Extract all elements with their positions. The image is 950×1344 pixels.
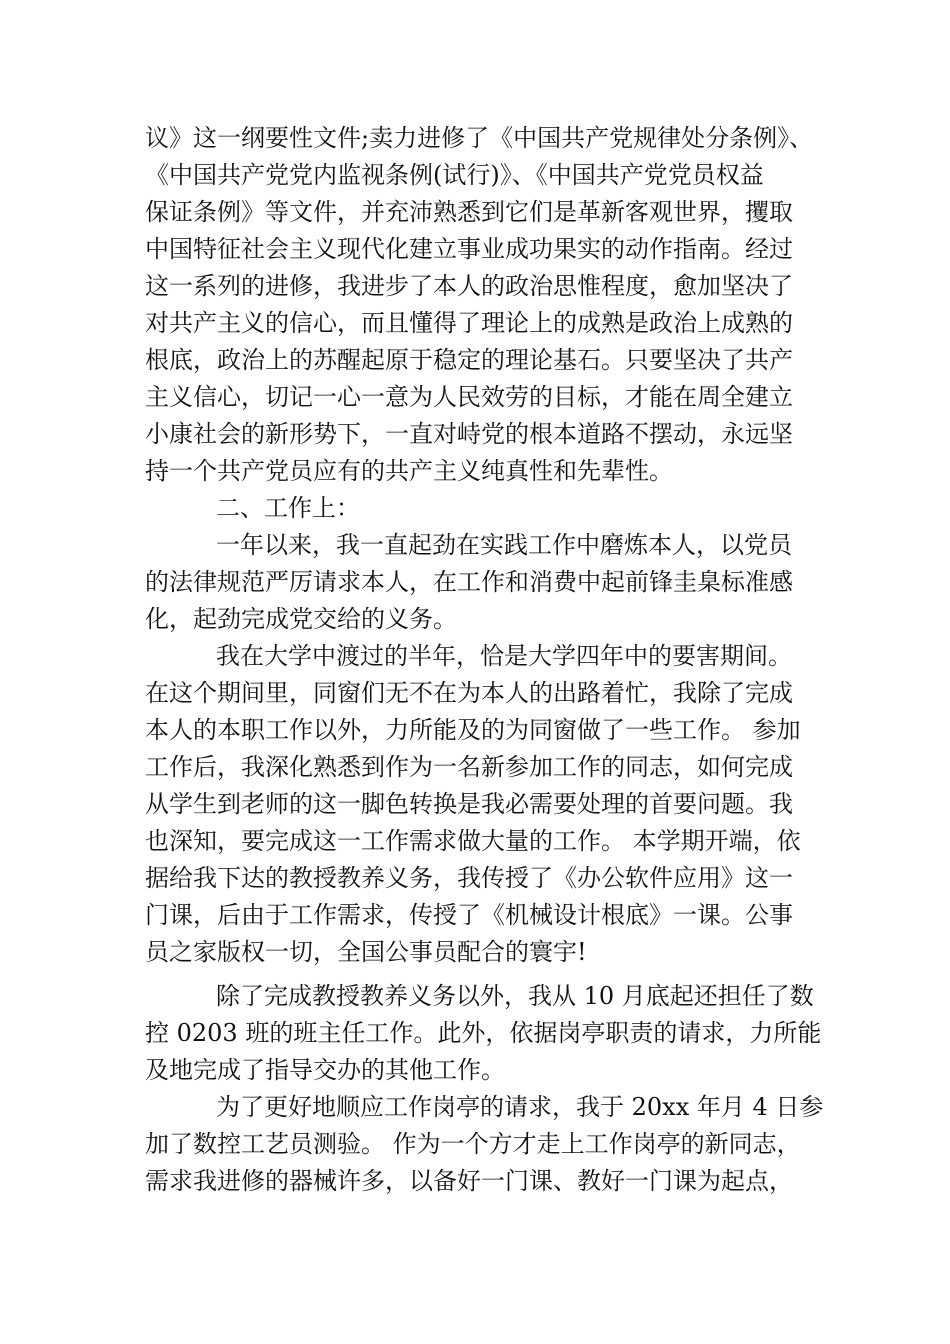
text-line: 员之家版权一切，全国公事员配合的寰宇! [145, 938, 587, 966]
text-line: 主义信心，切记一心一意为人民效劳的目标，才能在周全建立 [145, 383, 793, 411]
text-line: 也深知，要完成这一工作需求做大量的工作。 本学期开端，依 [145, 827, 801, 855]
text-line: 我在大学中渡过的半年，恰是大学四年中的要害期间。 [216, 642, 792, 670]
section-heading: 二、工作上： [216, 494, 360, 522]
text-line: 加了数控工艺员测验。 作为一个方才走上工作岗亭的新同志， [145, 1130, 801, 1158]
text-line: 需求我进修的器械许多，以备好一门课、教好一门课为起点， [145, 1167, 793, 1195]
text-line: 为了更好地顺应工作岗亭的请求，我于 20xx 年月 4 日参 [216, 1093, 824, 1121]
text-line: 在这个期间里，同窗们无不在为本人的出路着忙，我除了完成 [145, 679, 793, 707]
text-line: 根底，政治上的苏醒起原于稳定的理论基石。只要坚决了共产 [145, 346, 793, 374]
text-line: 门课，后由于工作需求，传授了《机械设计根底》一课。公事 [145, 901, 793, 929]
text-line: 《中国共产党党内监视条例(试行)》、《中国共产党党员权益 [145, 161, 764, 189]
text-line: 保证条例》等文件，并充沛熟悉到它们是革新客观世界，攫取 [145, 198, 793, 226]
text-line: 这一系列的进修，我进步了本人的政治思惟程度，愈加坚决了 [145, 272, 793, 300]
text-line: 议》这一纲要性文件;卖力进修了《中国共产党规律处分条例》、 [145, 124, 814, 152]
text-line: 工作后，我深化熟悉到作为一名新参加工作的同志，如何完成 [145, 753, 793, 781]
text-line: 持一个共产党员应有的共产主义纯真性和先辈性。 [145, 457, 673, 485]
text-line: 化，起劲完成党交给的义务。 [145, 605, 457, 633]
text-line: 除了完成教授教养义务以外，我从 10 月底起还担任了数 [216, 982, 814, 1010]
text-line: 一年以来，我一直起劲在实践工作中磨炼本人，以党员 [216, 531, 792, 559]
text-line: 从学生到老师的这一脚色转换是我必需要处理的首要问题。我 [145, 790, 793, 818]
text-line: 的法律规范严厉请求本人，在工作和消费中起前锋圭臬标准感 [145, 568, 793, 596]
text-line: 及地完成了指导交办的其他工作。 [145, 1056, 505, 1084]
text-line: 对共产主义的信心，而且懂得了理论上的成熟是政治上成熟的 [145, 309, 793, 337]
text-line: 小康社会的新形势下，一直对峙党的根本道路不摆动，永远坚 [145, 420, 793, 448]
text-line: 本人的本职工作以外，力所能及的为同窗做了一些工作。 参加 [145, 716, 801, 744]
text-line: 据给我下达的教授教养义务，我传授了《办公软件应用》这一 [145, 864, 793, 892]
text-line: 控 0203 班的班主任工作。此外，依据岗亭职责的请求，力所能 [145, 1019, 822, 1047]
text-line: 中国特征社会主义现代化建立事业成功果实的动作指南。经过 [145, 235, 793, 263]
